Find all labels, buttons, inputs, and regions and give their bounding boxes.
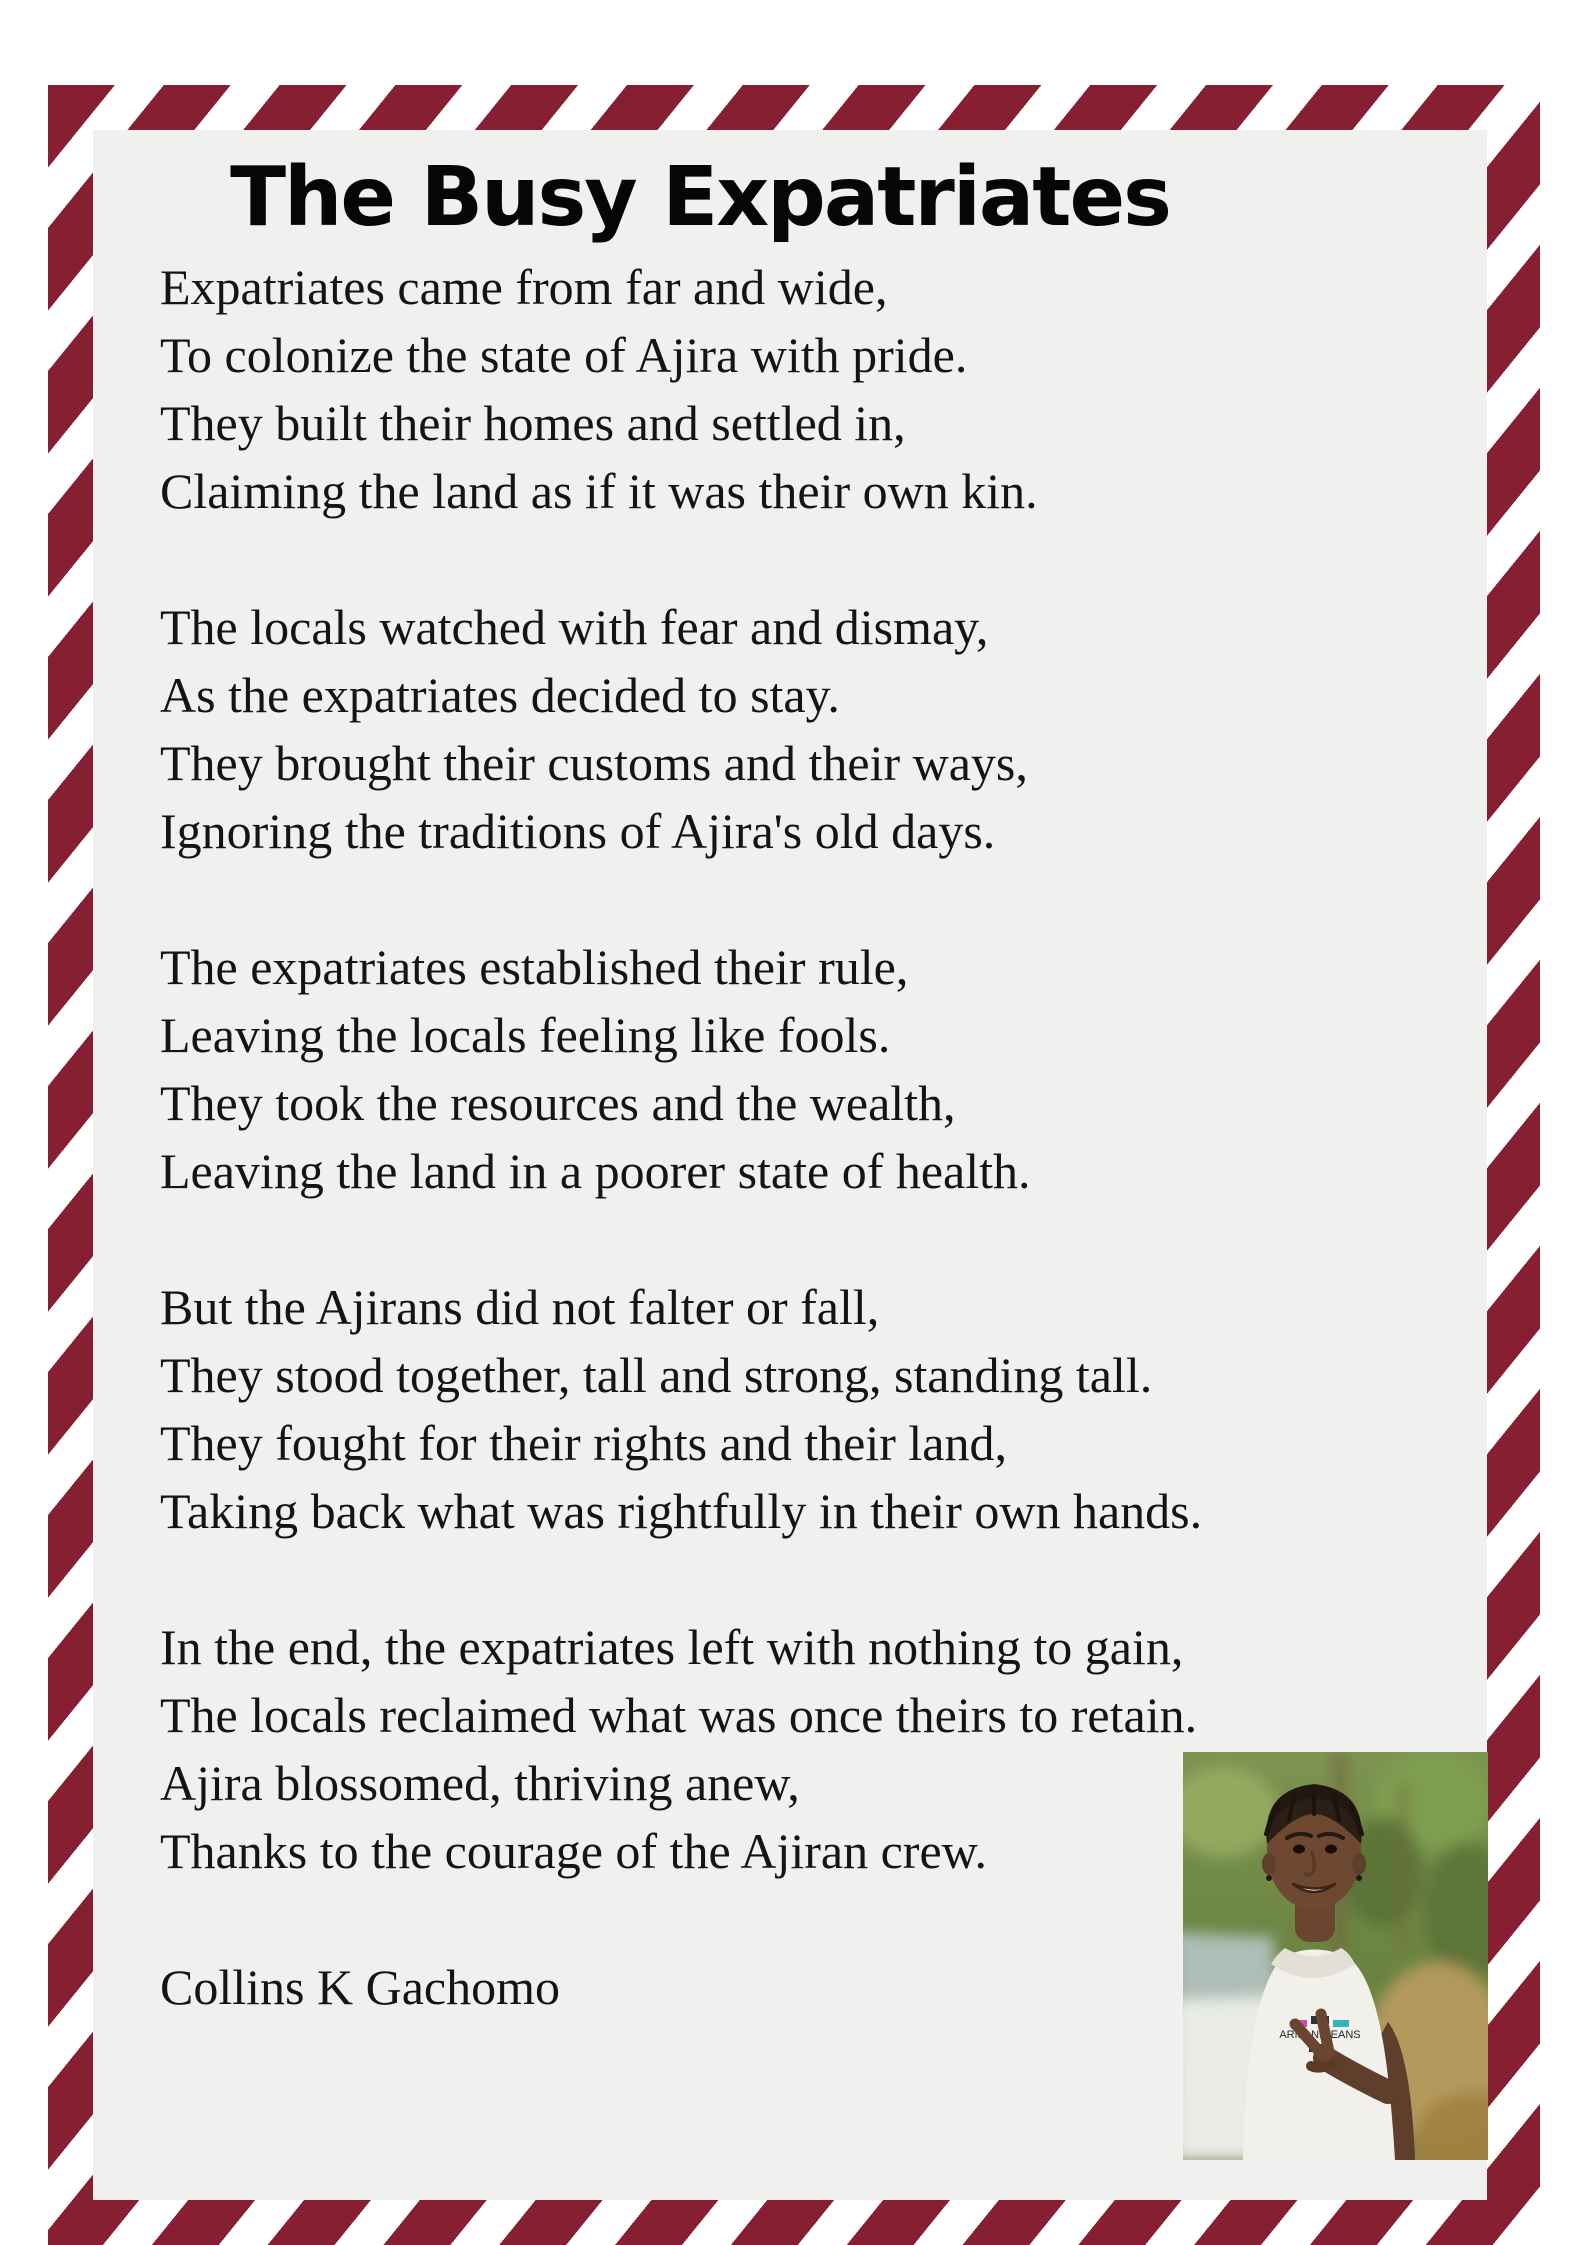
- car-window: [1183, 1932, 1278, 2000]
- page-title: The Busy Expatriates: [230, 150, 1170, 245]
- author-signature: Collins K Gachomo: [160, 1959, 560, 2015]
- poem-line: But the Ajirans did not falter or fall,: [160, 1279, 880, 1335]
- poem-line: The locals reclaimed what was once theirs to retain.: [160, 1687, 1198, 1743]
- poem-line: Claiming the land as if it was their own kin.: [160, 463, 1038, 519]
- poem-line: Ajira blossomed, thriving anew,: [160, 1755, 800, 1811]
- poem-line: They fought for their rights and their land,: [160, 1415, 1007, 1471]
- poem-line: Leaving the locals feeling like fools.: [160, 1007, 891, 1063]
- poem-line: As the expatriates decided to stay.: [160, 667, 840, 723]
- poem-line: They built their homes and settled in,: [160, 395, 906, 451]
- poem-line: Thanks to the courage of the Ajiran crew.: [160, 1823, 988, 1879]
- poem-line: Leaving the land in a poorer state of health.: [160, 1143, 1031, 1199]
- poem-line: They took the resources and the wealth,: [160, 1075, 956, 1131]
- poem-line: Ignoring the traditions of Ajira's old days.: [160, 803, 996, 859]
- poem-line: Expatriates came from far and wide,: [160, 259, 888, 315]
- poem-line: They brought their customs and their ways,: [160, 735, 1028, 791]
- stanza: [160, 933, 1420, 1205]
- poem-line: The locals watched with fear and dismay,: [160, 599, 989, 655]
- poem-line: To colonize the state of Ajira with pride.: [160, 327, 968, 383]
- poem-line: Taking back what was rightfully in their own hands.: [160, 1483, 1203, 1539]
- shirt-logo-text: ARMANI JEANS: [1279, 2029, 1361, 2041]
- poem-line: The expatriates established their rule,: [160, 939, 909, 995]
- stanza: [160, 1273, 1420, 1545]
- stanza: [160, 253, 1420, 525]
- poem-line: They stood together, tall and strong, standing tall.: [160, 1347, 1153, 1403]
- author-photo: [1183, 1752, 1488, 2160]
- stanza: [160, 593, 1420, 865]
- poem-line: In the end, the expatriates left with nothing to gain,: [160, 1619, 1184, 1675]
